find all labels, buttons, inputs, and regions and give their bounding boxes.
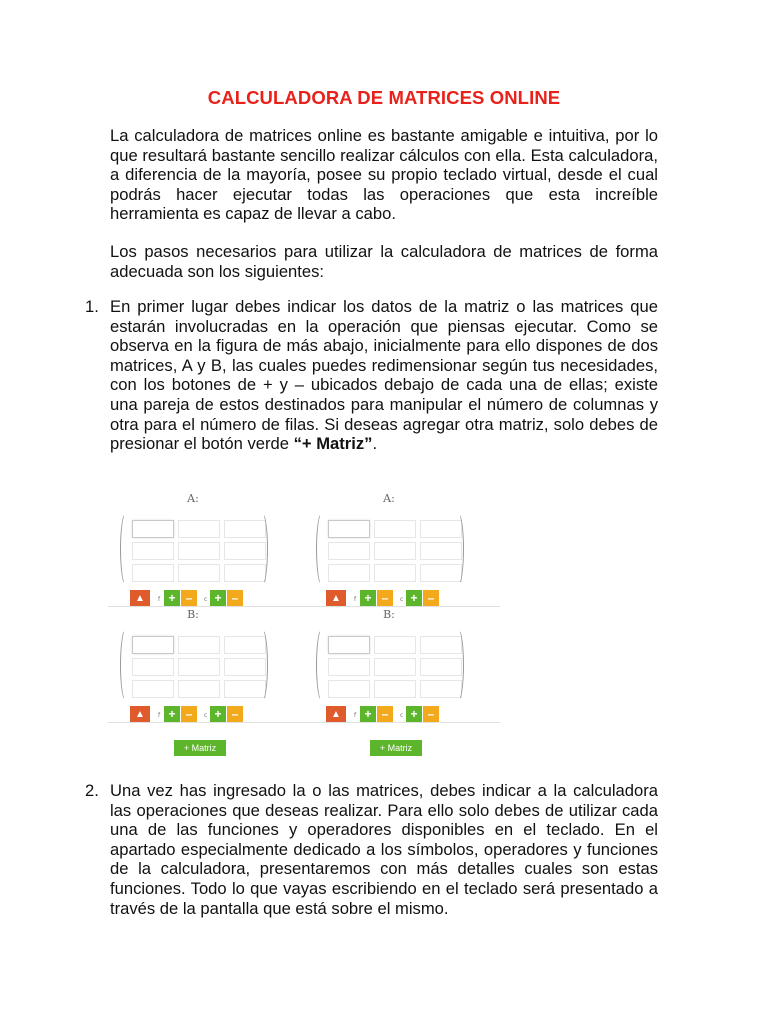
- eraser-icon[interactable]: ▲: [130, 706, 150, 723]
- row-label: f: [354, 712, 357, 719]
- matrix-cell[interactable]: [374, 564, 416, 582]
- column-label: c: [400, 596, 404, 603]
- right-bracket: [452, 628, 464, 702]
- matrix-cell[interactable]: [328, 658, 370, 676]
- remove-row-button[interactable]: –: [181, 590, 197, 607]
- matrix-b-grid: [328, 636, 462, 698]
- remove-row-button[interactable]: –: [377, 590, 393, 607]
- row-label: f: [158, 712, 161, 719]
- column-label: c: [204, 712, 208, 719]
- add-row-button[interactable]: +: [164, 706, 180, 723]
- left-bracket: [316, 512, 328, 586]
- matrix-b-label: B:: [383, 608, 395, 621]
- column-label: c: [400, 712, 404, 719]
- eraser-icon[interactable]: ▲: [130, 590, 150, 607]
- steps-intro-paragraph: Los pasos necesarios para utilizar la calculadora de matrices de forma adecuada son los siguientes:: [110, 242, 658, 281]
- matrix-cell[interactable]: [178, 564, 220, 582]
- remove-row-button[interactable]: –: [181, 706, 197, 723]
- matrix-cell[interactable]: [328, 564, 370, 582]
- divider: [108, 606, 500, 607]
- list-number-1: 1.: [85, 297, 99, 316]
- add-column-button[interactable]: +: [210, 706, 226, 723]
- matrix-cell[interactable]: [374, 520, 416, 538]
- left-bracket: [120, 512, 132, 586]
- left-bracket: [316, 628, 328, 702]
- row-label: f: [158, 596, 161, 603]
- matrix-cell[interactable]: [132, 520, 174, 538]
- matrix-cell[interactable]: [328, 542, 370, 560]
- matrix-b-label: B:: [187, 608, 199, 621]
- row-label: f: [354, 596, 357, 603]
- matrix-calculator-figure: [108, 486, 504, 766]
- matrix-cell[interactable]: [132, 680, 174, 698]
- remove-row-button[interactable]: –: [377, 706, 393, 723]
- add-row-button[interactable]: +: [164, 590, 180, 607]
- left-bracket: [120, 628, 132, 702]
- matrix-cell[interactable]: [374, 680, 416, 698]
- remove-column-button[interactable]: –: [423, 706, 439, 723]
- matrix-cell[interactable]: [374, 658, 416, 676]
- list-item-1-text: En primer lugar debes indicar los datos de la matriz o las matrices que estarán involucradas en la operación que piensas ejecutar. Como se observa en la figura de más abajo, inicialmente para ello dispones de dos matrices, A y B, las cuales puedes redimensionar según tus necesidades, con los botones de + y – ubicados debajo de cada una de ellas; existe una pareja de estos destinados para manipular el número de columnas y otra para el número de filas. Si deseas agregar otra matriz, solo debes de presionar el botón verde: [110, 297, 658, 454]
- list-item-2: Una vez has ingresado la o las matrices, debes indicar a la calculadora las operaciones que deseas realizar. Para ello solo debes de utilizar cada una de las funciones y operadores disponibles en el teclado. En el apartado especialmente dedicado a los símbolos, operadores y funciones de la calculadora, presentaremos con más detalles cuales son estas funciones. Todo lo que vayas escribiendo en el teclado será presentado a través de la pantalla que está sobre el mismo.: [110, 781, 658, 918]
- matrix-cell[interactable]: [132, 658, 174, 676]
- add-row-button[interactable]: +: [360, 590, 376, 607]
- list-number-2: 2.: [85, 781, 99, 800]
- list-item-1: [110, 297, 658, 454]
- remove-column-button[interactable]: –: [227, 590, 243, 607]
- matrix-cell[interactable]: [132, 636, 174, 654]
- matrix-cell[interactable]: [178, 520, 220, 538]
- matrix-cell[interactable]: [328, 680, 370, 698]
- eraser-icon[interactable]: ▲: [326, 706, 346, 723]
- add-matrix-emphasis: “+ Matriz”: [293, 434, 373, 454]
- column-label: c: [204, 596, 208, 603]
- right-bracket: [452, 512, 464, 586]
- add-matrix-button[interactable]: + Matriz: [174, 740, 226, 756]
- add-matrix-button[interactable]: + Matriz: [370, 740, 422, 756]
- matrix-a-grid: [328, 520, 462, 582]
- matrix-cell[interactable]: [178, 636, 220, 654]
- right-bracket: [256, 628, 268, 702]
- add-row-button[interactable]: +: [360, 706, 376, 723]
- page-title: CALCULADORA DE MATRICES ONLINE: [207, 87, 561, 108]
- list-item-1-tail: .: [372, 434, 378, 454]
- matrix-cell[interactable]: [132, 564, 174, 582]
- eraser-icon[interactable]: ▲: [326, 590, 346, 607]
- matrix-cell[interactable]: [178, 658, 220, 676]
- add-column-button[interactable]: +: [406, 706, 422, 723]
- matrix-cell[interactable]: [374, 542, 416, 560]
- remove-column-button[interactable]: –: [227, 706, 243, 723]
- matrix-a-label: A:: [383, 492, 395, 505]
- add-column-button[interactable]: +: [210, 590, 226, 607]
- intro-paragraph: La calculadora de matrices online es bastante amigable e intuitiva, por lo que resultará bastante sencillo realizar cálculos con ella. Esta calculadora, a diferencia de la mayoría, posee su propio teclado virtual, desde el cual podrás hacer ejecutar todas las operaciones que esta increíble herramienta es capaz de llevar a cabo.: [110, 126, 658, 224]
- matrix-cell[interactable]: [178, 542, 220, 560]
- matrix-a-grid: [132, 520, 266, 582]
- matrix-a-label: A:: [187, 492, 199, 505]
- divider: [108, 722, 500, 723]
- matrix-cell[interactable]: [178, 680, 220, 698]
- remove-column-button[interactable]: –: [423, 590, 439, 607]
- matrix-cell[interactable]: [374, 636, 416, 654]
- matrix-cell[interactable]: [328, 520, 370, 538]
- matrix-b-grid: [132, 636, 266, 698]
- matrix-cell[interactable]: [328, 636, 370, 654]
- matrix-cell[interactable]: [132, 542, 174, 560]
- add-column-button[interactable]: +: [406, 590, 422, 607]
- right-bracket: [256, 512, 268, 586]
